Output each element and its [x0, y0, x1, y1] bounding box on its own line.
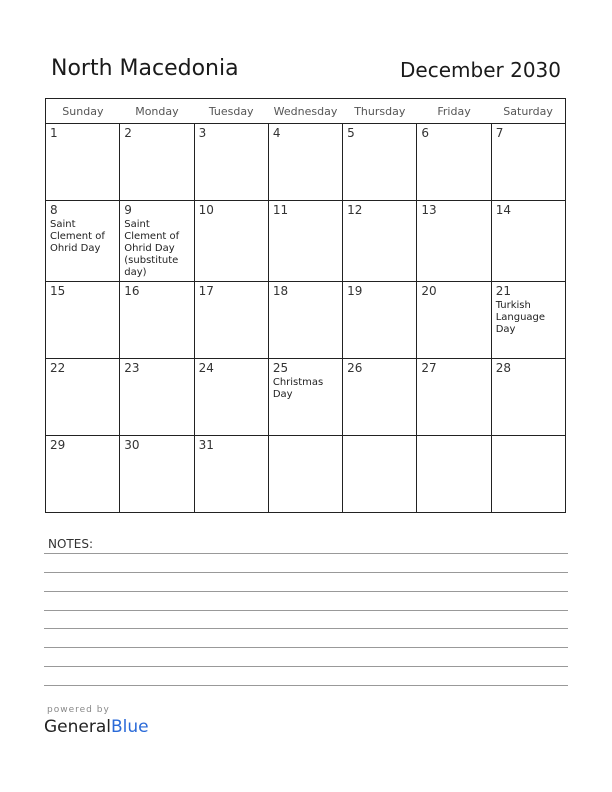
day-number: 16 [124, 284, 140, 298]
day-cell [46, 282, 120, 359]
day-number: 27 [421, 361, 437, 375]
day-cell [491, 201, 565, 282]
weekday-tuesday: Tuesday [194, 99, 268, 124]
day-number: 20 [421, 284, 437, 298]
note-line [44, 647, 568, 648]
day-number: 29 [50, 438, 66, 452]
day-number: 15 [50, 284, 66, 298]
country-title: North Macedonia [51, 56, 239, 81]
weekday-friday: Friday [417, 99, 491, 124]
day-cell [491, 124, 565, 201]
day-cell [417, 282, 491, 359]
weekday-header-row [46, 99, 566, 124]
day-number: 11 [272, 203, 289, 217]
note-line [44, 572, 568, 573]
day-number: 5 [347, 126, 355, 140]
day-cell [343, 124, 417, 201]
day-cell [343, 282, 417, 359]
day-cell [268, 282, 342, 359]
weekday-sunday: Sunday [46, 99, 120, 124]
day-number: 9 [124, 203, 132, 217]
day-cell [194, 436, 268, 513]
weekday-monday: Monday [120, 99, 194, 124]
day-cell [120, 359, 194, 436]
day-number: 10 [198, 203, 214, 217]
day-cell [268, 201, 342, 282]
day-cell [46, 201, 120, 282]
day-cell [491, 282, 565, 359]
day-cell [417, 201, 491, 282]
day-cell [194, 282, 268, 359]
day-cell [491, 436, 565, 513]
day-number: 4 [272, 126, 281, 140]
note-line [44, 628, 568, 629]
day-number: 7 [495, 126, 504, 140]
day-number: 21 [495, 284, 511, 298]
day-number: 18 [272, 284, 289, 298]
note-line [44, 591, 568, 592]
day-number: 22 [50, 361, 66, 375]
note-line [44, 666, 568, 667]
holiday-label: Christmas Day [272, 377, 324, 400]
weekday-wednesday: Wednesday [268, 99, 342, 124]
week-row [46, 436, 566, 513]
holiday-label: Saint Clement of Ohrid Day [50, 219, 105, 254]
month-year-title: December 2030 [400, 58, 561, 82]
day-number: 17 [198, 284, 214, 298]
generalblue-logo [44, 717, 149, 737]
day-cell [343, 201, 417, 282]
day-cell [417, 124, 491, 201]
note-line [44, 610, 568, 611]
day-cell [491, 359, 565, 436]
day-number: 25 [272, 361, 289, 375]
day-number: 1 [50, 126, 58, 140]
day-cell [417, 359, 491, 436]
day-number: 12 [347, 203, 363, 217]
day-number: 3 [198, 126, 207, 140]
day-number: 24 [198, 361, 214, 375]
day-cell [194, 359, 268, 436]
brand-blue: Blue [111, 717, 149, 737]
day-cell [194, 201, 268, 282]
day-cell [343, 359, 417, 436]
week-row [46, 124, 566, 201]
day-number: 2 [124, 126, 132, 140]
day-cell [268, 359, 342, 436]
holiday-label: Saint Clement of Ohrid Day (substitute day) [124, 219, 180, 278]
day-cell [120, 282, 194, 359]
day-number: 14 [495, 203, 511, 217]
brand-general: General [44, 717, 111, 737]
note-line [44, 553, 568, 554]
calendar-grid [45, 98, 566, 513]
day-cell [417, 436, 491, 513]
note-line [44, 685, 568, 686]
day-number: 8 [50, 203, 58, 217]
day-number: 31 [198, 438, 214, 452]
day-number: 30 [124, 438, 140, 452]
day-cell [46, 124, 120, 201]
day-cell [194, 124, 268, 201]
holiday-label: Turkish Language Day [495, 300, 546, 335]
day-cell [46, 436, 120, 513]
weekday-saturday: Saturday [491, 99, 565, 124]
day-cell [46, 359, 120, 436]
day-cell [120, 124, 194, 201]
day-cell [268, 124, 342, 201]
powered-by-text: powered by [47, 705, 110, 715]
week-row [46, 201, 566, 282]
day-number: 19 [347, 284, 363, 298]
week-row [46, 359, 566, 436]
notes-label: NOTES: [48, 537, 93, 551]
day-number: 23 [124, 361, 140, 375]
day-cell [268, 436, 342, 513]
week-row [46, 282, 566, 359]
day-number: 6 [421, 126, 430, 140]
day-number: 28 [495, 361, 511, 375]
day-cell [120, 436, 194, 513]
day-cell [120, 201, 194, 282]
weekday-thursday: Thursday [343, 99, 417, 124]
day-number: 13 [421, 203, 437, 217]
day-cell [343, 436, 417, 513]
day-number: 26 [347, 361, 363, 375]
